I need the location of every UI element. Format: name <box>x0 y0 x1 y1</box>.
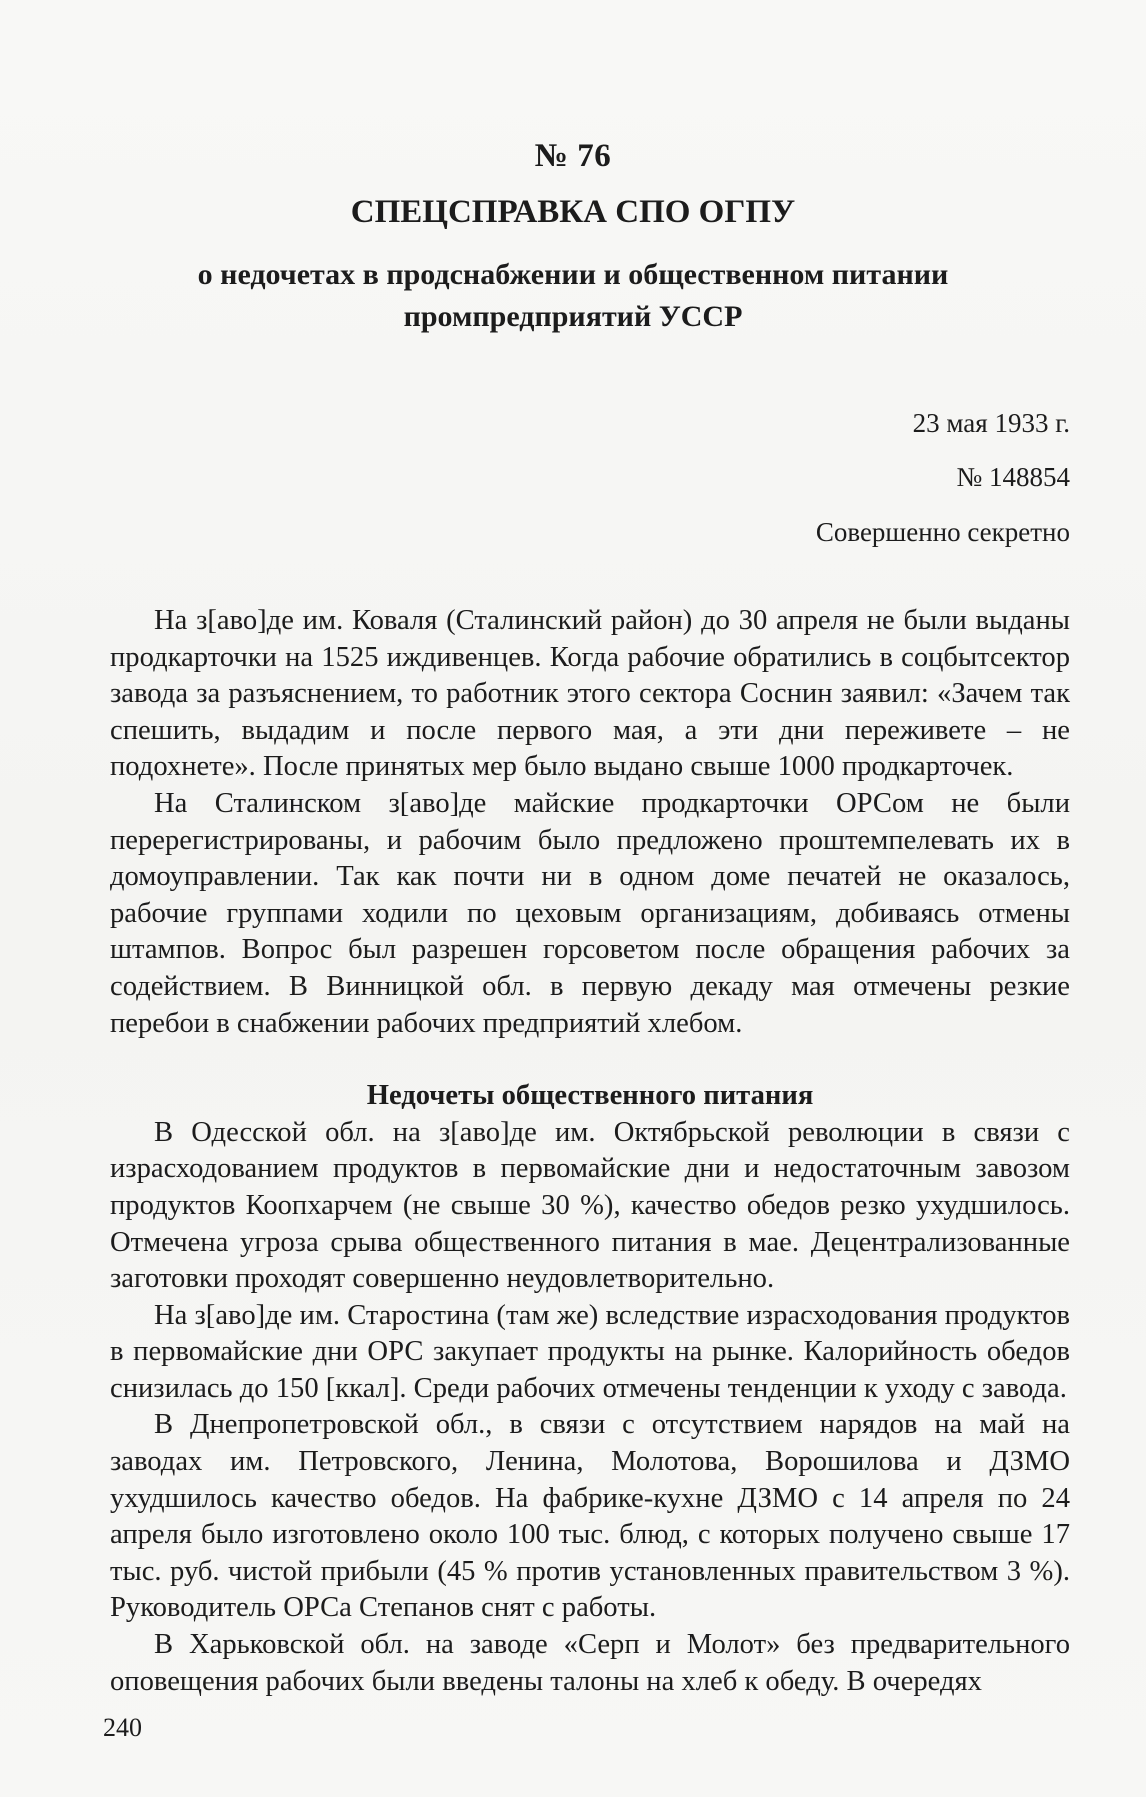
classification-stamp: Совершенно секретно <box>815 517 1070 547</box>
page-number: 240 <box>103 1713 142 1742</box>
paragraph-kovalya-plant: На з[аво]де им. Коваля (Сталинский район) до 30 апреля не были выданы продкарточки на 1525 иждивенцев. Когда рабочие обратились в соцбытсектор завода за разъяснением, то работник этого сектора Соснин заявил: «Зачем так спешить, выдадим и после первого мая, а эти дни переживете – не подохнете». После принятых мер было выдано свыше 1000 продкарточек. <box>110 605 1070 783</box>
paragraph-dnepropetrovsk: В Днепропетровской обл., в связи с отсутствием нарядов на май на заводах им. Петровского, Ленина, Молотова, Ворошилова и ДЗМО ухудшилось качество обедов. На фабрике-кухне ДЗМО с 14 апреля по 24 апреля было изготовлено около 100 тыс. блюд, с которых получено свыше 17 тыс. руб. чистой прибыли (45 % против установленных правительством 3 %). Руководитель ОРСа Степанов снят с работы. <box>110 1409 1070 1624</box>
paragraph-kharkov: В Харьковской обл. на заводе «Серп и Молот» без предварительного оповещения рабочих были введены талоны на хлеб к обеду. В очередях <box>110 1629 1070 1697</box>
document-body <box>110 603 1070 1700</box>
document-subtitle: о недочетах в продснабжении и общественном питании промпредприятий УССР <box>197 258 949 333</box>
paragraph-odessa: В Одесской обл. на з[аво]де им. Октябрьской революции в связи с израсходованием продуктов в первомайские дни и недостаточным завозом продуктов Коопхарчем (не свыше 30 %), качество обедов резко ухудшилось. Отмечена угроза срыва общественного питания в мае. Децентрализованные заготовки проходят совершенно неудовлетворительно. <box>110 1116 1070 1295</box>
registration-number: № 148854 <box>956 462 1070 492</box>
paragraph-stalin-plant: На Сталинском з[аво]де майские продкарточки ОРСом не были перерегистрированы, и рабочим было предложено проштемпелевать их в домоуправлении. Так как почти ни в одном доме печатей не оказалось, рабочие группами ходили по цеховым организациям, добиваясь отмены штампов. Вопрос был разрешен горсоветом после обращения рабочих за содействием. В Винницкой обл. в первую декаду мая отмечены резкие перебои в снабжении рабочих предприятий хлебом. <box>110 787 1070 1039</box>
document-date: 23 мая 1933 г. <box>912 408 1070 438</box>
section-heading: Недочеты общественного питания <box>366 1080 814 1112</box>
paragraph-starostina-plant: На з[аво]де им. Старостина (там же) вследствие израсходования продуктов в первомайские дни ОРС закупает продукты на рынке. Калорийность обедов снизилась до 150 [ккал]. Среди рабочих отмечены тенденции к уходу с завода. <box>110 1299 1070 1404</box>
document-number-heading: № 76 <box>534 138 612 174</box>
document-title: СПЕЦСПРАВКА СПО ОГПУ <box>350 194 796 230</box>
